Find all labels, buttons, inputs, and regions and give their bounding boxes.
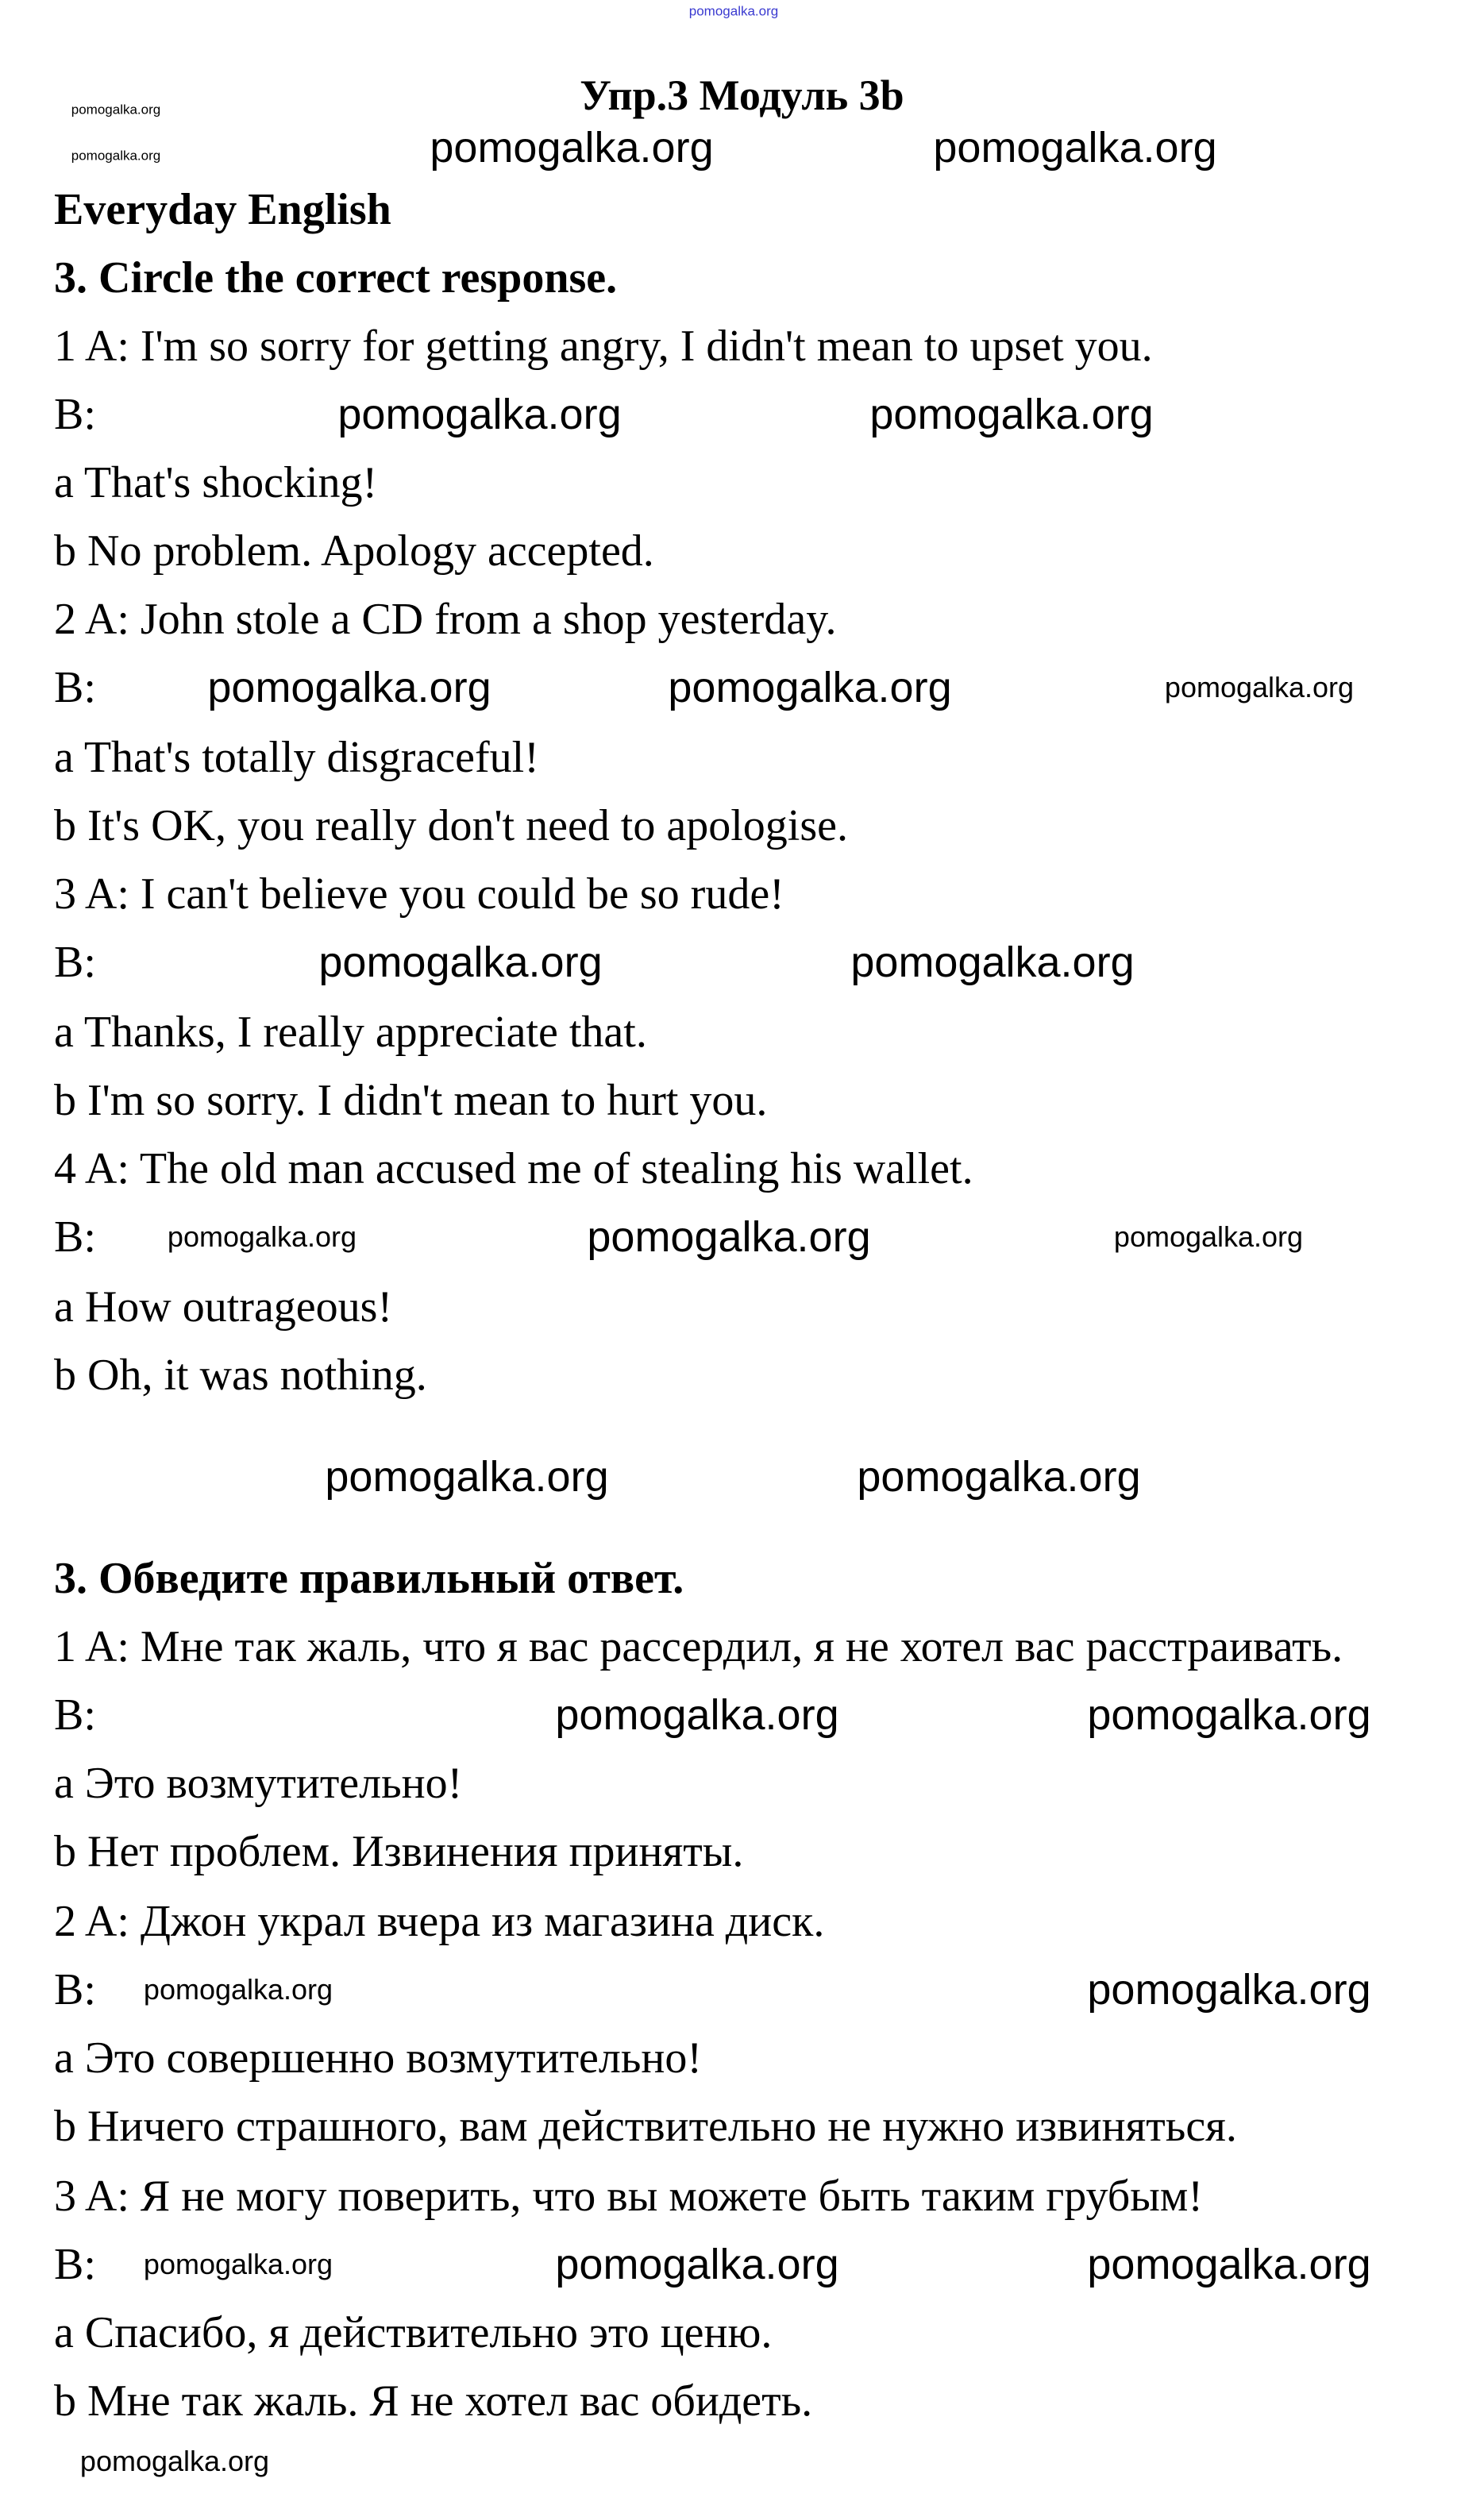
watermark-text: pomogalka.org — [318, 939, 603, 986]
watermark-text: pomogalka.org — [1164, 671, 1355, 703]
watermark-text: pomogalka.org — [857, 1453, 1141, 1501]
watermark-text: pomogalka.org — [325, 1453, 609, 1501]
watermark-text: pomogalka.org — [143, 2248, 333, 2280]
english-heading: 3. Circle the correct response. — [54, 253, 618, 303]
russian-line: 3 A: Я не могу поверить, что вы можете быть таким грубым! — [54, 2172, 1204, 2221]
english-line: 2 A: John stole a CD from a shop yesterday. — [54, 595, 837, 644]
russian-line: 2 A: Джон украл вчера из магазина диск. — [54, 1897, 825, 1946]
english-line: a Thanks, I really appreciate that. — [54, 1008, 647, 1057]
russian-line: a Спасибо, я действительно это ценю. — [54, 2308, 773, 2357]
russian-line: B: — [54, 1690, 96, 1740]
russian-line: b Ничего страшного, вам действительно не нужно извиняться. — [54, 2102, 1237, 2151]
watermark-text: pomogalka.org — [1087, 1691, 1371, 1739]
watermark-text: pomogalka.org — [337, 391, 622, 438]
russian-line: B: — [54, 2240, 96, 2289]
watermark-text: pomogalka.org — [143, 1973, 333, 2006]
english-line: 4 A: The old man accused me of stealing his wallet. — [54, 1144, 973, 1193]
english-line: B: — [54, 663, 96, 712]
russian-line: B: — [54, 1965, 96, 2014]
watermark-text: pomogalka.org — [167, 1220, 357, 1253]
english-line: a How outrageous! — [54, 1282, 393, 1332]
english-line: B: — [54, 938, 96, 987]
russian-line: b Нет проблем. Извинения приняты. — [54, 1827, 744, 1876]
russian-line: b Мне так жаль. Я не хотел вас обидеть. — [54, 2376, 813, 2426]
russian-line: 1 A: Мне так жаль, что я вас рассердил, я не хотел вас расстраивать. — [54, 1622, 1343, 1671]
english-line: 1 A: I'm so sorry for getting angry, I didn't mean to upset you. — [54, 322, 1153, 371]
english-line: b No problem. Apology accepted. — [54, 526, 654, 576]
watermark-text: pomogalka.org — [555, 2241, 839, 2288]
russian-line: a Это совершенно возмутительно! — [54, 2033, 702, 2083]
watermark-text: pomogalka.org — [1113, 1220, 1304, 1253]
english-line: b It's OK, you really don't need to apologise. — [54, 801, 848, 850]
english-line: a That's shocking! — [54, 458, 378, 507]
english-line: b Oh, it was nothing. — [54, 1351, 427, 1400]
watermark-text: pomogalka.org — [587, 1213, 871, 1261]
watermark-text: pomogalka.org — [71, 102, 161, 118]
russian-line: a Это возмутительно! — [54, 1759, 463, 1808]
russian-heading: 3. Обведите правильный ответ. — [54, 1554, 684, 1603]
english-line: B: — [54, 1212, 96, 1262]
watermark-text: pomogalka.org — [430, 124, 714, 172]
watermark-text: pomogalka.org — [79, 2445, 270, 2477]
watermark-text: pomogalka.org — [555, 1691, 839, 1739]
watermark-text: pomogalka.org — [1087, 2241, 1371, 2288]
watermark-text: pomogalka.org — [869, 391, 1154, 438]
watermark-text: pomogalka.org — [688, 3, 779, 19]
watermark-text: pomogalka.org — [933, 124, 1217, 172]
page-title: Упр.3 Модуль 3b — [580, 71, 904, 119]
watermark-text: pomogalka.org — [668, 664, 952, 711]
english-line: 3 A: I can't believe you could be so rude! — [54, 869, 784, 919]
section-title: Everyday English — [54, 185, 391, 234]
watermark-text: pomogalka.org — [207, 664, 491, 711]
watermark-text: pomogalka.org — [71, 148, 161, 164]
english-line: b I'm so sorry. I didn't mean to hurt you. — [54, 1076, 768, 1125]
english-line: B: — [54, 390, 96, 439]
watermark-text: pomogalka.org — [1087, 1966, 1371, 2014]
watermark-text: pomogalka.org — [850, 939, 1135, 986]
english-line: a That's totally disgraceful! — [54, 733, 539, 782]
